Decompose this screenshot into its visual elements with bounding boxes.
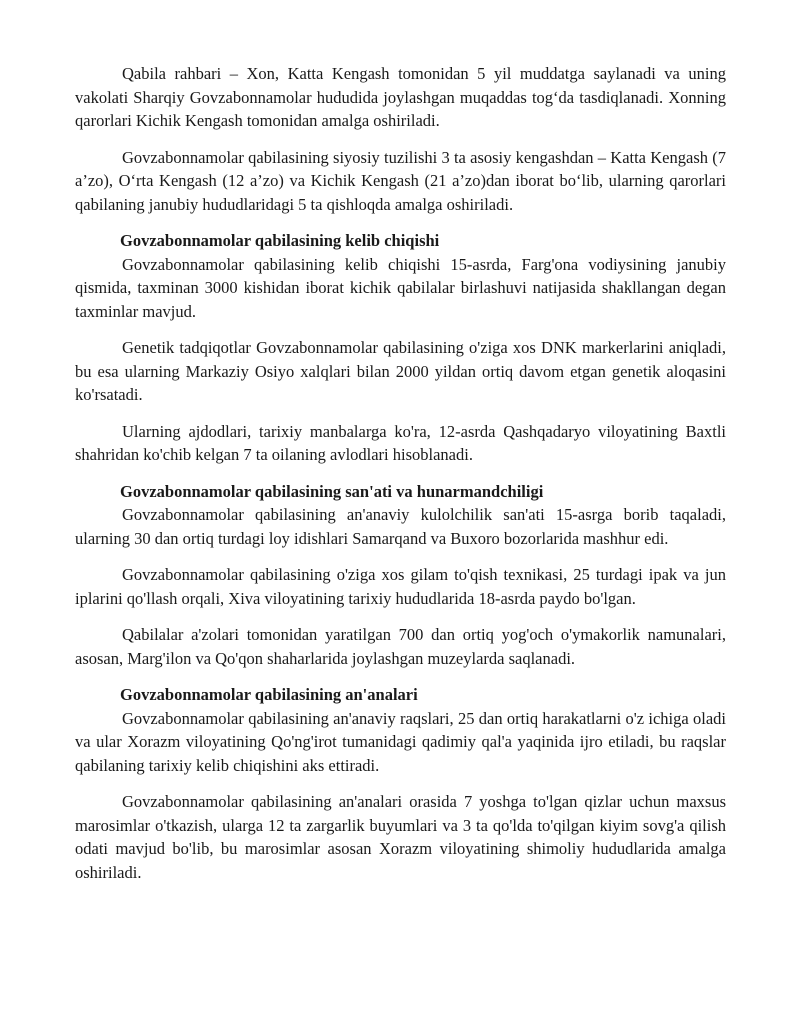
paragraph-gap: [75, 467, 726, 480]
paragraph-origin: Govzabonnamolar qabilasining kelib chiqishi 15-asrda, Farg'ona vodiysining janubiy qismida, taxminan 3000 kishidan iborat kichik qabilalar birlashuvi natijasida shakllangan degan taxminlar mavjud.: [75, 254, 726, 321]
paragraph-gap: [75, 610, 726, 623]
paragraph-gap: [75, 216, 726, 229]
paragraph-gap: [75, 670, 726, 683]
paragraph-political-structure: Govzabonnamolar qabilasining siyosiy tuzilishi 3 ta asosiy kengashdan – Katta Kengash (7 a’zo), O‘rta Kengash (12 a’zo) va Kichik Kengash (21 a’zo)dan iborat bo‘lib, ularning qarorlari qabilaning janubiy hududlaridagi 5 ta qishloqda amalga oshiriladi.: [75, 147, 726, 214]
paragraph-ceremonies: Govzabonnamolar qabilasining an'analari orasida 7 yoshga to'lgan qizlar uchun maxsus marosimlar o'tkazish, ularga 12 ta zargarlik buyumlari va 3 ta qo'lda to'qilgan kiyim sovg'a qilish odati mavjud bo'lib, bu marosimlar asosan Xorazm viloyatining shimoliy hududlarida amalga oshiriladi.: [75, 792, 726, 882]
paragraph-carpet: Govzabonnamolar qabilasining o'ziga xos gilam to'qish texnikasi, 25 turdagi ipak va jun iplarini qo'llash orqali, Xiva viloyatining tarixiy hududlarida 18-asrda paydo bo'lgan.: [75, 565, 726, 608]
paragraph-pottery: Govzabonnamolar qabilasining an'anaviy kulolchilik san'ati 15-asrga borib taqaladi, ularning 30 dan ortiq turdagi loy idishlari Samarqand va Buxoro bozorlarida mashhur edi.: [75, 505, 726, 548]
paragraph-gap: [75, 407, 726, 420]
heading-art-crafts: Govzabonnamolar qabilasining san'ati va hunarmandchiligi: [120, 481, 544, 501]
paragraph-dances: Govzabonnamolar qabilasining an'anaviy raqslari, 25 dan ortiq harakatlarni o'z ichiga oladi va ular Xorazm viloyatining Qo'ng'irot tumanidagi qadimiy qal'a yaqinida ijro etiladi, bu raqslar qabilaning tarixiy kelib chiqishini aks ettiradi.: [75, 708, 726, 775]
heading-traditions: Govzabonnamolar qabilasining an'analari: [120, 685, 418, 704]
paragraph-khan-election: Qabila rahbari – Xon, Katta Kengash tomonidan 5 yil muddatga saylanadi va uning vakolati Sharqiy Govzabonnamolar hududida joylashgan muqaddas tog‘da tasdiqlanadi. Xonning qarorlari Kichik Kengash tomonidan amalga oshiriladi.: [75, 64, 726, 130]
document-page: [75, 62, 726, 884]
paragraph-genetics: Genetik tadqiqotlar Govzabonnamolar qabilasining o'ziga xos DNK markerlarini aniqladi, bu esa ularning Markaziy Osiyo xalqlari bilan 2000 yildan ortiq davom etgan genetik aloqasini ko'rsatadi.: [75, 338, 726, 404]
heading-origin: Govzabonnamolar qabilasining kelib chiqishi: [120, 231, 440, 250]
paragraph-gap: [75, 133, 726, 146]
paragraph-woodcarving: Qabilalar a'zolari tomonidan yaratilgan 700 dan ortiq yog'och o'ymakorlik namunalari, asosan, Marg'ilon va Qo'qon shaharlarida joylashgan muzeylarda saqlanadi.: [75, 625, 726, 668]
paragraph-ancestors: Ularning ajdodlari, tarixiy manbalarga ko'ra, 12-asrda Qashqadaryo viloyatining Baxtli shahridan ko'chib kelgan 7 ta oilaning avlodlari hisoblanadi.: [75, 421, 726, 464]
paragraph-gap: [75, 550, 726, 563]
paragraph-gap: [75, 777, 726, 790]
paragraph-gap: [75, 323, 726, 336]
